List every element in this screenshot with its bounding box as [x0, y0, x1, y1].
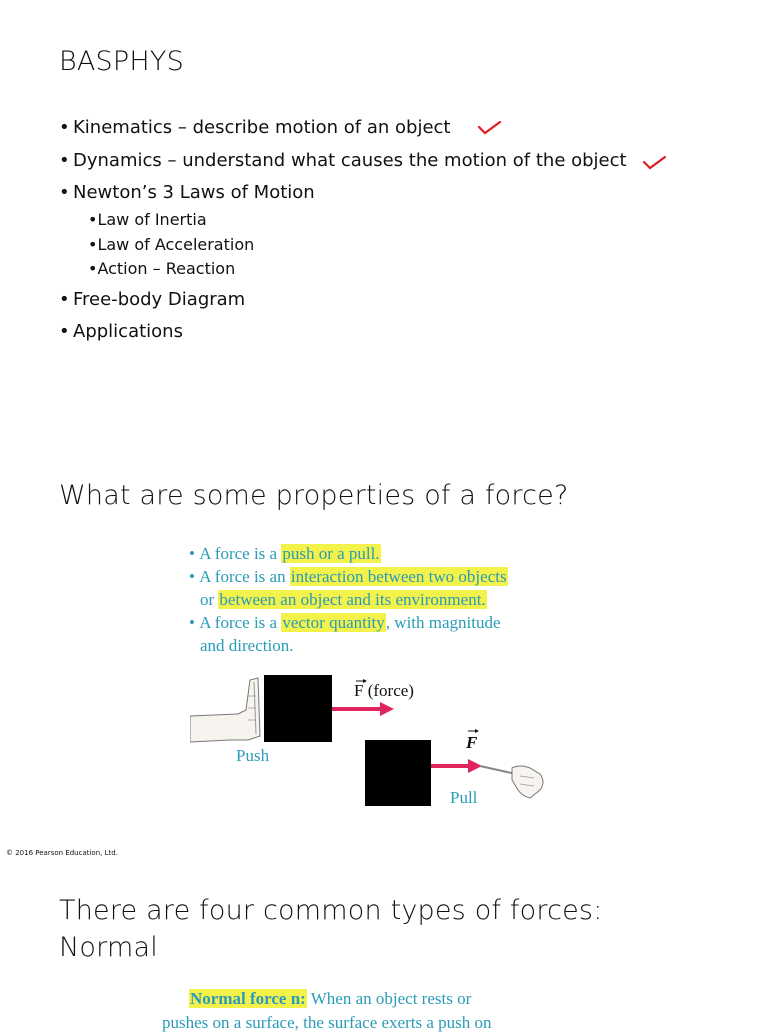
property-line [189, 588, 559, 611]
text: A force is an [199, 567, 290, 586]
bullet-dot: • [88, 235, 98, 254]
highlighted-text: between an object and its environment. [219, 590, 486, 609]
caption-text: When an object rests or [306, 989, 472, 1008]
bullet-newton-laws [59, 182, 315, 203]
property-line: • A force is a push or a pull. [189, 544, 380, 563]
bullet-dot: • [59, 182, 70, 203]
text: or [200, 590, 219, 609]
highlighted-text: interaction between two objects [290, 567, 507, 586]
property-line [189, 634, 559, 657]
bullet-text: Free-body Diagram [73, 289, 246, 310]
highlighted-text: push or a pull. [282, 544, 380, 563]
text: , with magnitude [385, 613, 501, 632]
pull-box [365, 740, 431, 806]
normal-force-caption [189, 989, 471, 1009]
bullet-applications [59, 321, 183, 342]
bullet-text: Dynamics – understand what causes the motion of the object [73, 150, 627, 171]
bullet-dot: • [59, 289, 70, 310]
property-line: • A force is an interaction between two objects [189, 567, 507, 586]
checkmark-icon [476, 118, 502, 136]
slide1-title: BASPHYS [59, 46, 184, 77]
normal-force-caption-line2: pushes on a surface, the surface exerts a push on [162, 1013, 492, 1032]
bullet-dot: • [59, 150, 70, 171]
bullet-dot: • [88, 259, 98, 278]
slide3-title-line1: There are four common types of forces: [59, 895, 603, 926]
bullet-kinematics [59, 117, 450, 138]
force-properties-figure-text [189, 542, 559, 657]
bullet-text: Law of Acceleration [97, 235, 255, 254]
bullet-text: Action – Reaction [97, 259, 236, 278]
normal-force-term: Normal force n: [190, 989, 306, 1008]
rope [480, 766, 516, 774]
slide2-title: What are some properties of a force? [59, 480, 569, 511]
bullet-dot: • [59, 321, 70, 342]
bullet-text: Newton’s 3 Laws of Motion [73, 182, 315, 203]
bullet-dynamics [59, 150, 627, 171]
bullet-text: Applications [73, 321, 183, 342]
sub-bullet-inertia [88, 210, 207, 229]
f-label: F [466, 733, 478, 752]
bullet-dot: • [59, 117, 70, 138]
text: A force is a [199, 544, 282, 563]
checkmark-icon [641, 153, 667, 171]
text: A force is a [199, 613, 282, 632]
bullet-text: Kinematics – describe motion of an object [73, 117, 451, 138]
arrowhead-icon [380, 702, 394, 716]
pull-label: Pull [450, 788, 478, 807]
push-hand-icon [190, 678, 260, 742]
property-line: • A force is a vector quantity, with magnitude [189, 613, 501, 632]
force-label [354, 681, 414, 701]
push-box [264, 675, 332, 742]
slide3-title-line2: Normal [59, 932, 158, 963]
force-label-text: F (force) [354, 681, 414, 700]
bullet-free-body [59, 289, 245, 310]
copyright-notice: © 2016 Pearson Education, Ltd. [6, 849, 118, 857]
arrowhead-icon [468, 759, 482, 773]
bullet-dot: • [88, 210, 98, 229]
bullet-text: Law of Inertia [97, 210, 207, 229]
text: and direction. [200, 636, 294, 655]
sub-bullet-acceleration [88, 235, 254, 254]
sub-bullet-action-reaction [88, 259, 235, 278]
pull-hand-icon [512, 766, 543, 798]
push-label: Push [236, 746, 270, 765]
highlighted-text: vector quantity [282, 613, 385, 632]
